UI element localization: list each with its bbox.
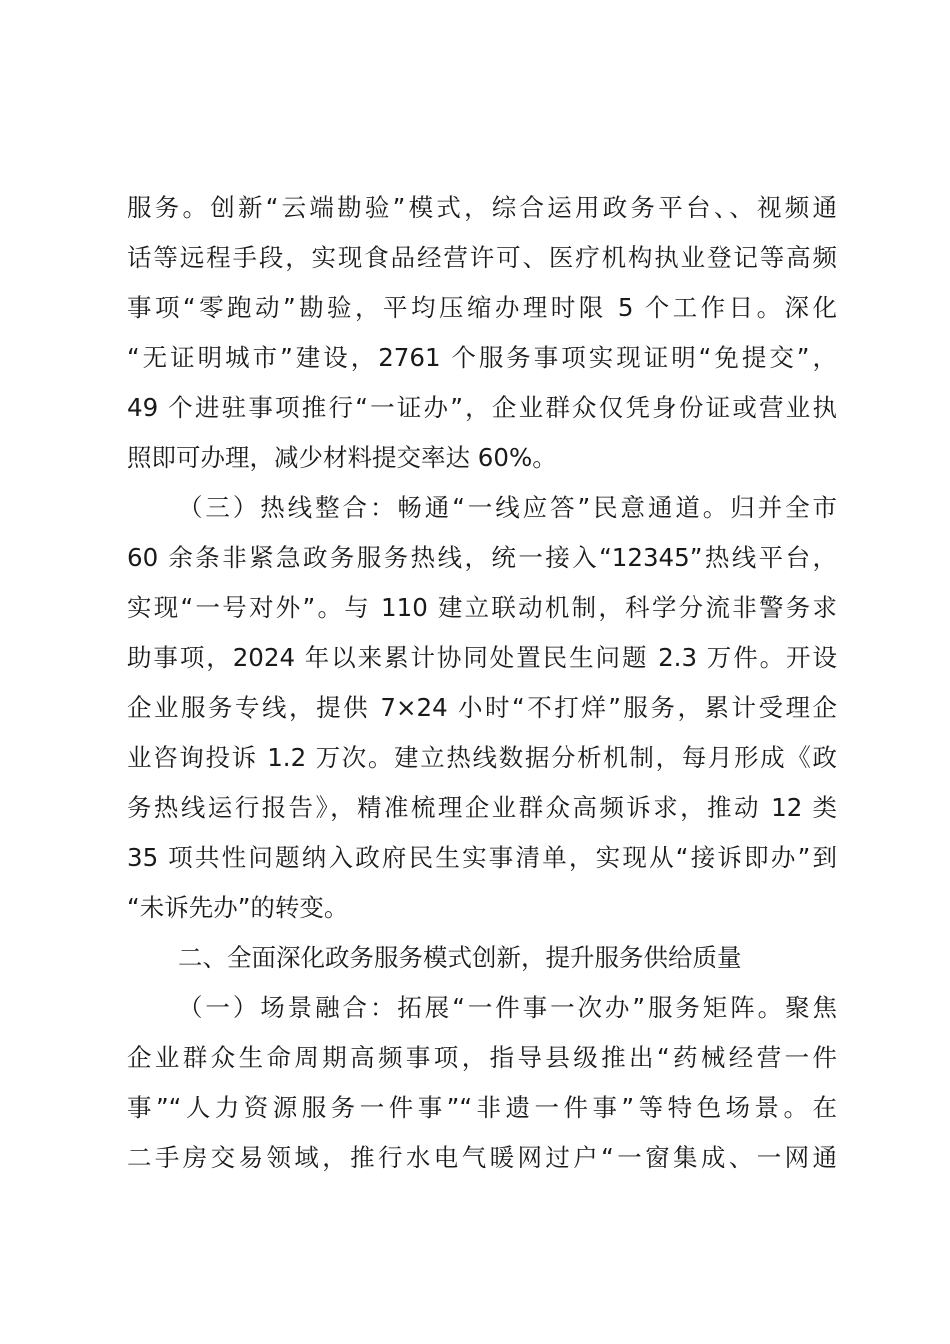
- text-line: “未诉先办”的转变。: [127, 893, 349, 922]
- text-line: 务热线运行报告》，精准梳理企业群众高频诉求，推动 12 类: [127, 793, 837, 822]
- text-line: 二手房交易领域，推行水电气暖网过户“一窗集成、一网通: [127, 1143, 837, 1172]
- text-line: 话等远程手段，实现食品经营许可、医疗机构执业登记等高频: [127, 243, 837, 272]
- text-line: 业咨询投诉 1.2 万次。建立热线数据分析机制，每月形成《政: [127, 743, 837, 772]
- text-line: “无证明城市”建设，2761 个服务事项实现证明“免提交”，: [127, 343, 837, 372]
- paragraph-first-line: （三）热线整合：畅通“一线应答”民意通道。归并全市: [178, 493, 837, 522]
- paragraph-first-line: （一）场景融合：拓展“一件事一次办”服务矩阵。聚焦: [178, 993, 837, 1022]
- text-line: 35 项共性问题纳入政府民生实事清单，实现从“接诉即办”到: [127, 843, 837, 872]
- text-line: 企业服务专线，提供 7×24 小时“不打烊”服务，累计受理企: [127, 693, 837, 722]
- text-line: 事项“零跑动”勘验，平均压缩办理时限 5 个工作日。深化: [127, 293, 837, 322]
- text-line: 企业群众生命周期高频事项，指导县级推出“药械经营一件: [127, 1043, 837, 1072]
- text-line: 49 个进驻事项推行“一证办”，企业群众仅凭身份证或营业执: [127, 393, 837, 422]
- section-heading: 二、全面深化政务服务模式创新，提升服务供给质量: [178, 943, 742, 972]
- text-line: 照即可办理，减少材料提交率达 60%。: [127, 443, 557, 472]
- text-line: 实现“一号对外”。与 110 建立联动机制，科学分流非警务求: [127, 593, 837, 622]
- text-line: 60 余条非紧急政务服务热线，统一接入“12345”热线平台，: [127, 543, 837, 572]
- text-line: 事”“人力资源服务一件事”“非遗一件事”等特色场景。在: [127, 1093, 837, 1122]
- text-line: 服务。创新“云端勘验”模式，综合运用政务平台、、视频通: [127, 193, 837, 222]
- text-line: 助事项，2024 年以来累计协同处置民生问题 2.3 万件。开设: [127, 643, 837, 672]
